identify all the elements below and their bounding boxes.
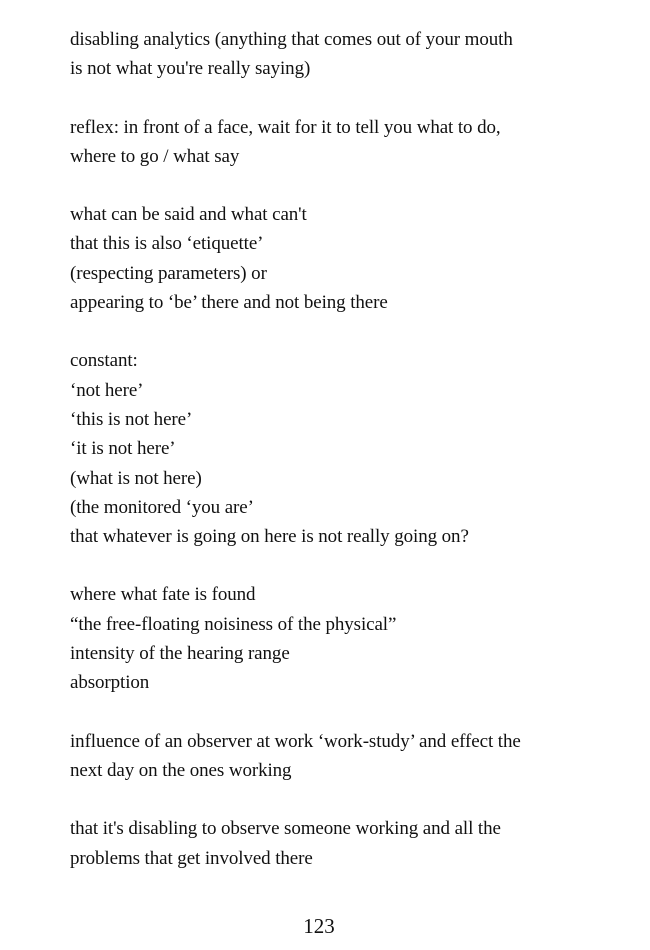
- stanza-4: [70, 346, 630, 551]
- stanza-6: [70, 727, 630, 786]
- poem-line: what can be said and what can't: [70, 204, 307, 226]
- poem-line: ‘it is not here’: [70, 438, 176, 460]
- poem-line: that this is also ‘etiquette’: [70, 233, 264, 255]
- poem-line: next day on the ones working: [70, 759, 292, 781]
- poem-line: is not what you're really saying): [70, 58, 311, 80]
- poem-line: (respecting parameters) or: [70, 262, 267, 284]
- stanza-7: [70, 814, 630, 873]
- poem-line: ‘this is not here’: [70, 408, 193, 430]
- poem-body: [70, 25, 630, 902]
- poem-line: constant:: [70, 350, 138, 372]
- page-number: 123: [303, 914, 335, 938]
- poem-line: reflex: in front of a face, wait for it to tell you what to do,: [70, 116, 501, 138]
- stanza-3: [70, 200, 630, 317]
- poem-line: disabling analytics (anything that comes out of your mouth: [70, 29, 513, 50]
- poem-line: where to go / what say: [70, 145, 240, 167]
- stanza-5: [70, 580, 630, 697]
- poem-line: “the free-floating noisiness of the physical”: [70, 613, 397, 635]
- poem-line: ‘not here’: [70, 379, 144, 401]
- poem-line: (what is not here): [70, 467, 202, 489]
- poem-line: absorption: [70, 672, 150, 694]
- stanza-1: [70, 25, 630, 84]
- poem-line: that it's disabling to observe someone working and all the: [70, 818, 501, 840]
- poem-line: problems that get involved there: [70, 847, 313, 869]
- poem-line: (the monitored ‘you are’: [70, 496, 254, 518]
- stanza-2: [70, 113, 630, 172]
- poem-line: where what fate is found: [70, 584, 256, 606]
- poem-line: that whatever is going on here is not really going on?: [70, 526, 469, 548]
- poem-line: appearing to ‘be’ there and not being there: [70, 292, 388, 314]
- poem-line: intensity of the hearing range: [70, 643, 290, 665]
- poem-line: influence of an observer at work ‘work-study’ and effect the: [70, 730, 521, 752]
